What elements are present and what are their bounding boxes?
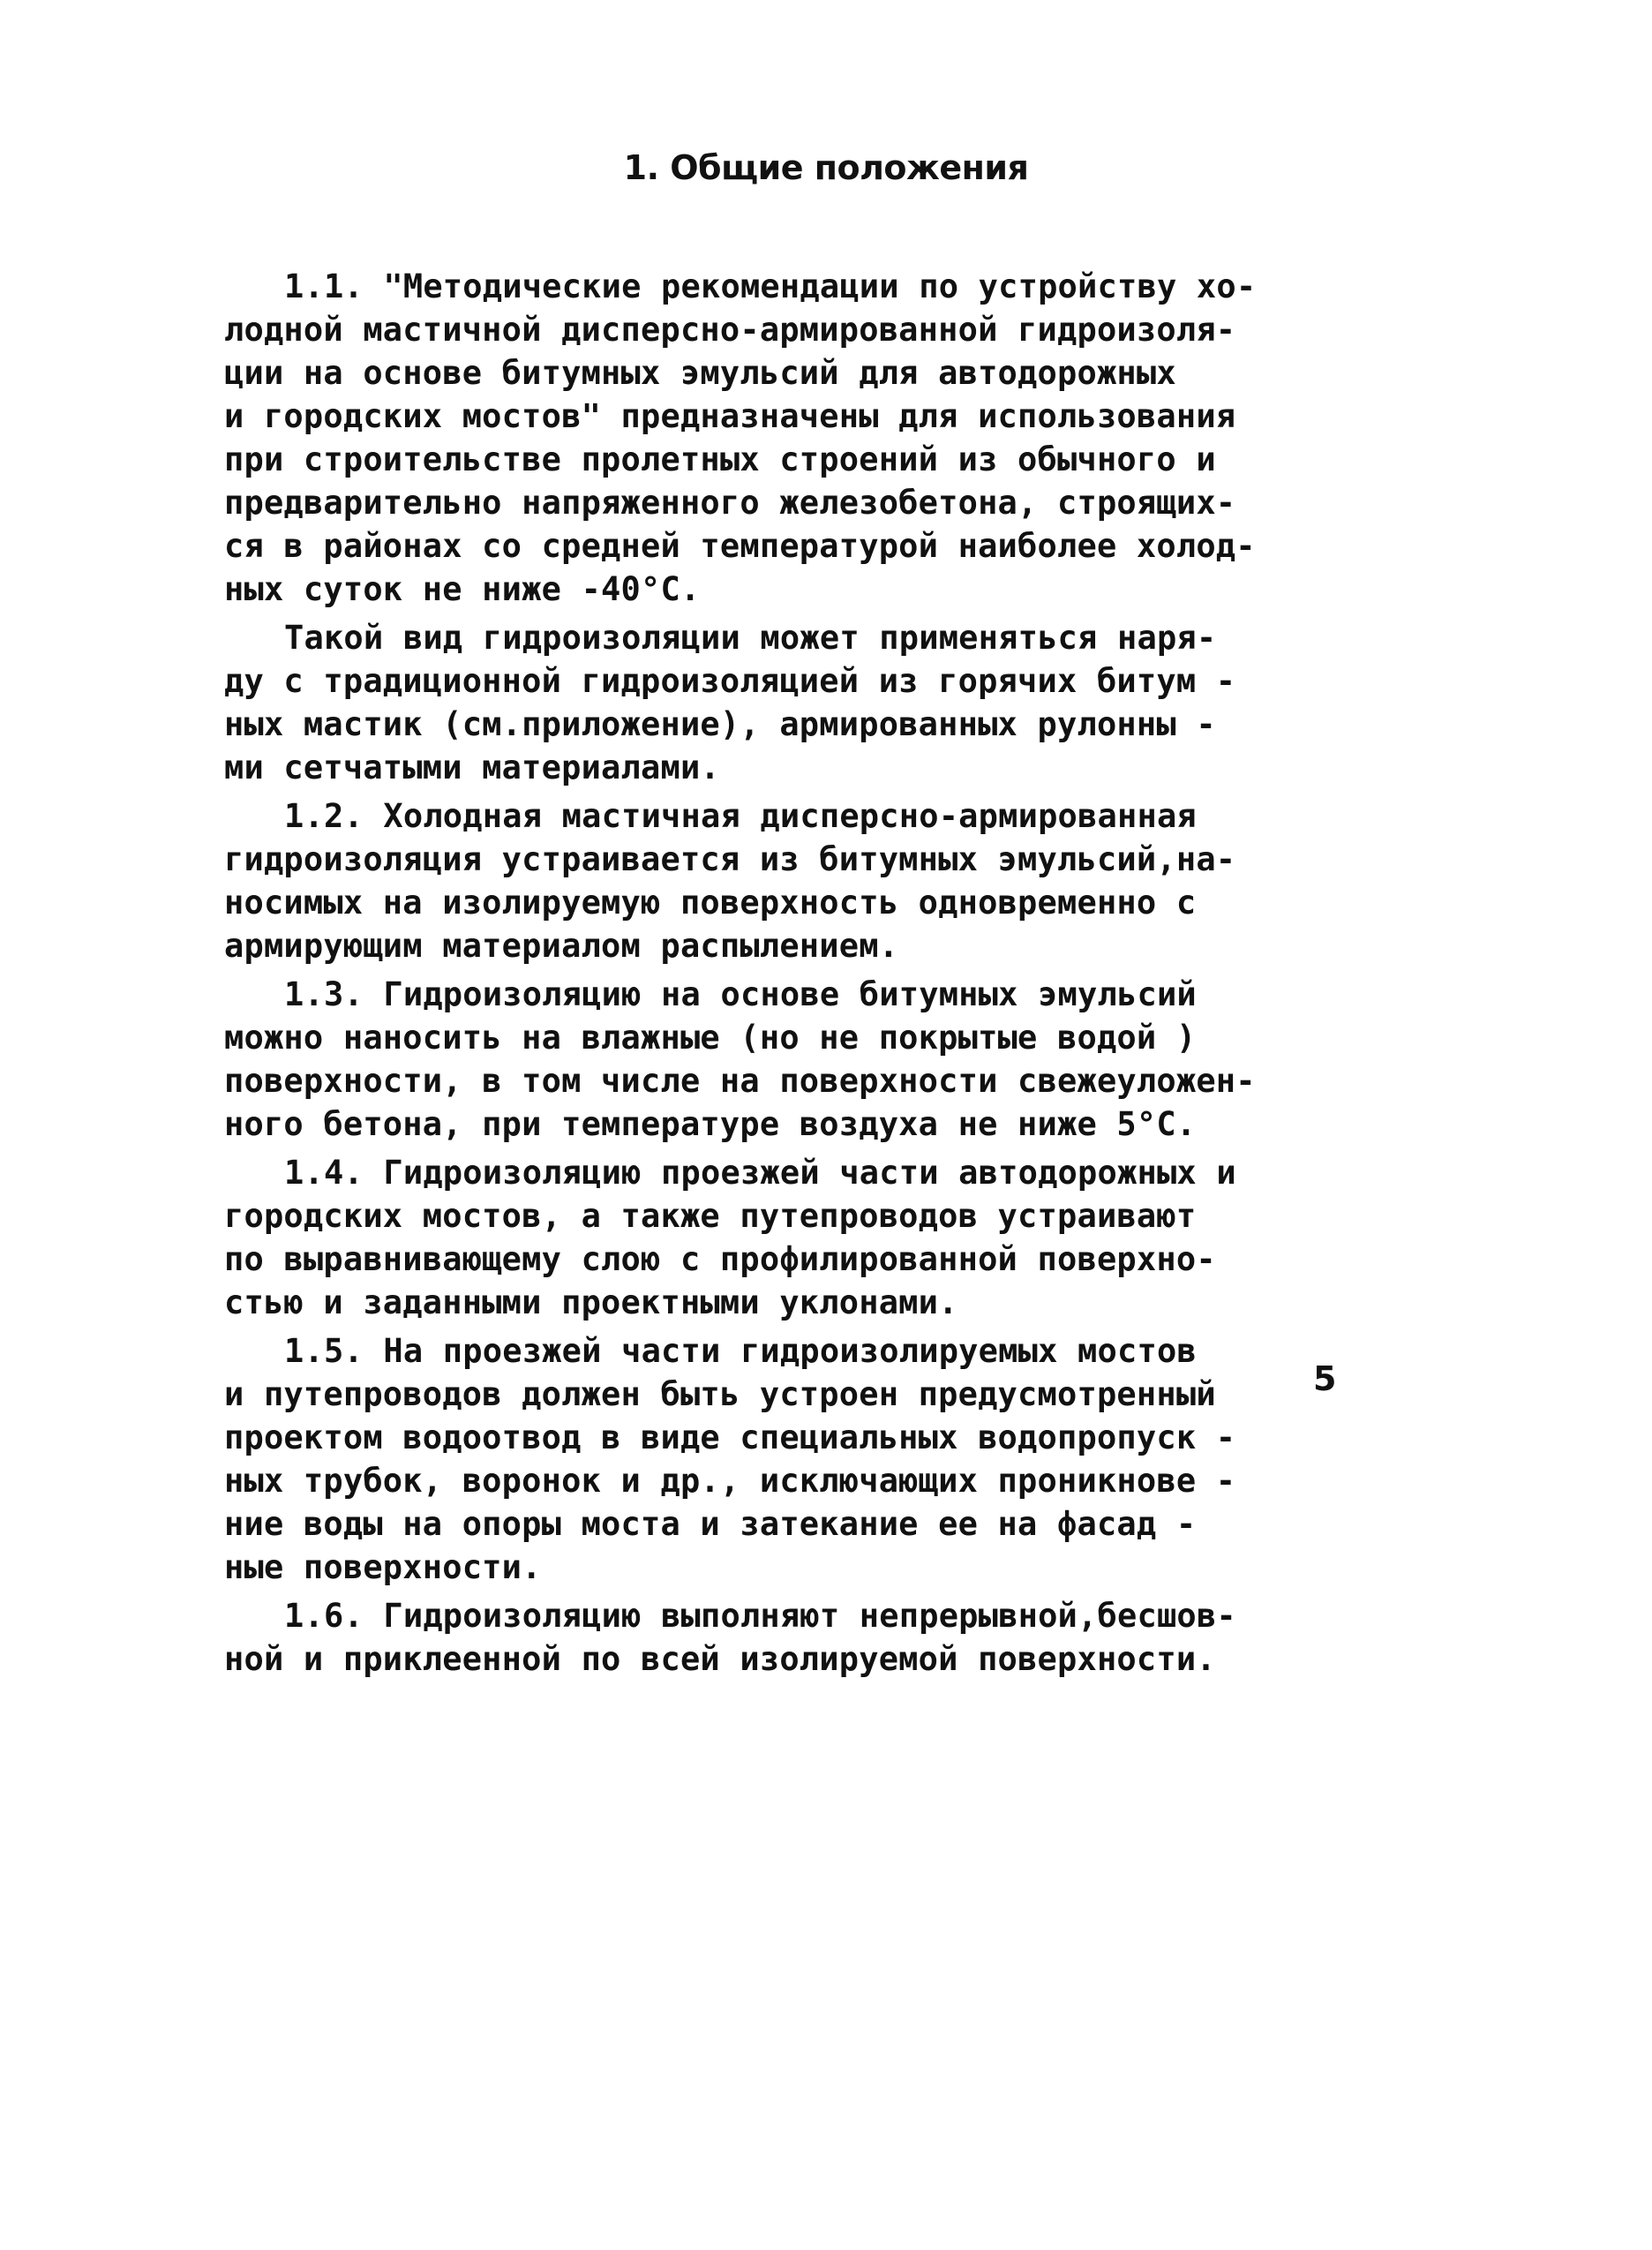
page-number: 5 — [1313, 1359, 1337, 1398]
document-body — [224, 265, 1371, 1686]
text-line: можно наносить на влажные (но не покрытые водой ) — [224, 1019, 1197, 1057]
text-line: ние воды на опоры моста и затекание ее на фасад - — [224, 1505, 1197, 1543]
text-line: ных мастик (см.приложение), армированных рулонны - — [224, 705, 1216, 743]
text-line: ся в районах со средней температурой наиболее холод- — [224, 527, 1256, 565]
text-line: по выравнивающему слою с профилированной поверхно- — [224, 1240, 1216, 1278]
text-line: ных трубок, воронок и др., исключающих проникнове - — [224, 1462, 1236, 1500]
paragraph-1-1-continued — [224, 616, 1371, 789]
text-line: ного бетона, при температуре воздуха не ниже 5°С. — [224, 1105, 1197, 1143]
text-line: 1.1. "Методические рекомендации по устройству хо- — [284, 267, 1257, 305]
text-line: ных суток не ниже -40°С. — [224, 570, 701, 608]
text-line: стью и заданными проектными уклонами. — [224, 1283, 958, 1321]
text-line: ми сетчатыми материалами. — [224, 749, 720, 786]
text-line: ной и приклеенной по всей изолируемой поверхности. — [224, 1640, 1216, 1678]
paragraph-1-6 — [224, 1594, 1371, 1681]
paragraph-1-5 — [224, 1329, 1371, 1589]
text-line: поверхности, в том числе на поверхности свежеуложен- — [224, 1062, 1256, 1100]
text-line: лодной мастичной дисперсно-армированной гидроизоля- — [224, 311, 1236, 349]
text-line: городских мостов, а также путепроводов устраивают — [224, 1197, 1197, 1235]
text-line: 1.3. Гидроизоляцию на основе битумных эмульсий — [284, 975, 1197, 1013]
text-line: и путепроводов должен быть устроен предусмотренный — [224, 1375, 1216, 1413]
text-line: Такой вид гидроизоляции может применяться наря- — [284, 619, 1217, 657]
paragraph-1-1 — [224, 265, 1371, 611]
text-line: ду с традиционной гидроизоляцией из горячих битум - — [224, 662, 1236, 700]
text-line: 1.6. Гидроизоляцию выполняют непрерывной,бесшов- — [284, 1597, 1236, 1635]
text-line: ные поверхности. — [224, 1548, 542, 1586]
text-line: предварительно напряженного железобетона, строящих- — [224, 484, 1236, 522]
text-line: при строительстве пролетных строений из обычного и — [224, 440, 1216, 478]
text-line: 1.2. Холодная мастичная дисперсно-армированная — [284, 797, 1197, 835]
text-line: гидроизоляция устраивается из битумных эмульсий,на- — [224, 840, 1236, 878]
text-line: ции на основе битумных эмульсий для автодорожных — [224, 354, 1176, 392]
section-title: 1. Общие положения — [623, 148, 1029, 187]
paragraph-1-2 — [224, 794, 1371, 967]
text-line: и городских мостов" предназначены для использования — [224, 397, 1236, 435]
text-line: 1.4. Гидроизоляцию проезжей части автодорожных и — [284, 1154, 1236, 1192]
text-line: носимых на изолируемую поверхность одновременно с — [224, 884, 1197, 922]
paragraph-1-3 — [224, 973, 1371, 1146]
text-line: проектом водоотвод в виде специальных водопропуск - — [224, 1418, 1236, 1456]
text-line: 1.5. На проезжей части гидроизолируемых мостов — [284, 1332, 1197, 1370]
text-line: армирующим материалом распылением. — [224, 927, 899, 965]
paragraph-1-4 — [224, 1151, 1371, 1324]
